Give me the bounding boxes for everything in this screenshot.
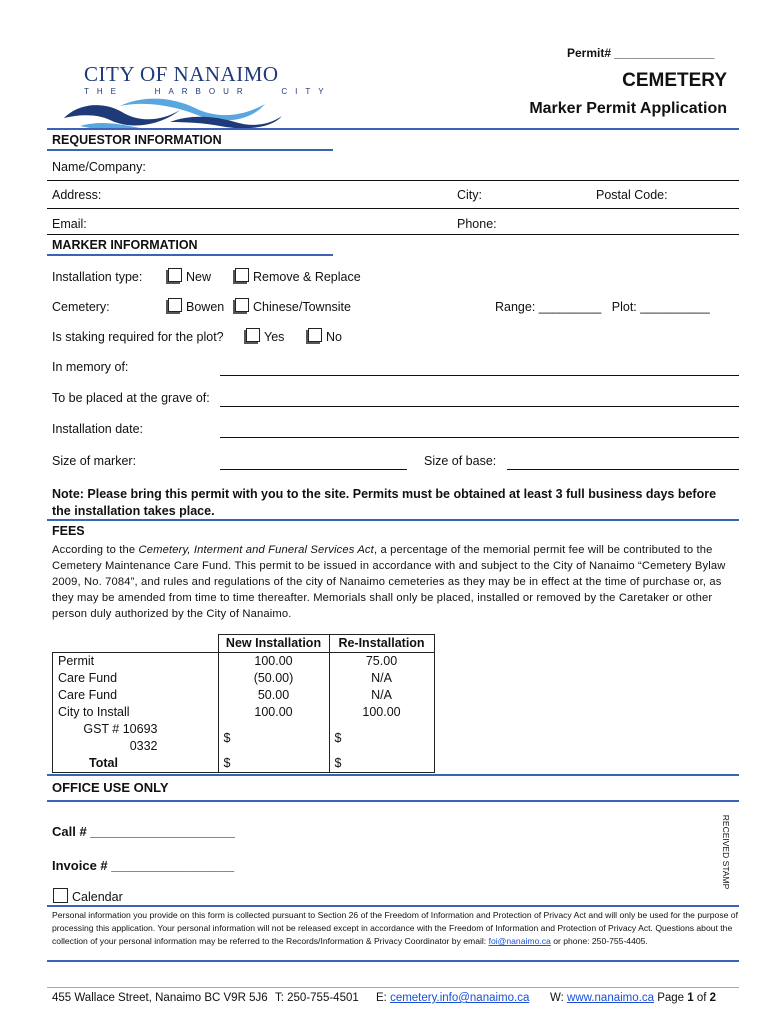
invoice-number-label: Invoice # _________________ <box>52 858 235 873</box>
office-rule <box>47 774 739 776</box>
calendar-label: Calendar <box>72 890 123 904</box>
grave-of-field[interactable] <box>220 406 739 407</box>
chinese-townsite-checkbox[interactable] <box>235 298 249 312</box>
name-company-field[interactable] <box>47 180 739 181</box>
table-row: GST # 10693 0332 $ $ <box>53 721 435 755</box>
name-company-label: Name/Company: <box>52 160 146 174</box>
staking-yes-checkbox[interactable] <box>246 328 260 342</box>
staking-question-label: Is staking required for the plot? <box>52 330 224 344</box>
in-memory-of-label: In memory of: <box>52 360 129 374</box>
footer-address: 455 Wallace Street, Nanaimo BC V9R 5J6 <box>52 992 268 1004</box>
logo-city-name: CITY OF NANAIMO <box>84 62 279 86</box>
cemetery-label: Cemetery: <box>52 300 110 314</box>
table-row: City to Install 100.00 100.00 <box>53 704 435 721</box>
foi-email-link[interactable]: foi@nanaimo.ca <box>488 936 551 946</box>
fees-rule <box>47 519 739 521</box>
installation-date-field[interactable] <box>220 437 739 438</box>
fees-paragraph: According to the Cemetery, Interment and Funeral Services Act, a percentage of the memorial permit fee will be contributed to the Cemetery Maintenance Care Fund. This permit to be issued in accordance with and subject to the City of Nanaimo “Cemetery Bylaw 2009, No. 7084”, and rules and regulations of the city of Nanaimo cemeteries as they may be in effect at the time of purchase or, as they may be amended from time to time thereafter. Memorials shall only be placed, installed or removed by the Caretaker or other person duly authorized by the City of Nanaimo. <box>52 544 726 620</box>
marker-title-underline <box>47 254 333 256</box>
table-row: Total $ $ <box>53 755 435 773</box>
fees-table <box>52 634 435 773</box>
cemetery-email-link[interactable]: cemetery.info@nanaimo.ca <box>390 992 530 1004</box>
address-label: Address: <box>52 188 102 202</box>
footer-web: W: www.nanaimo.ca Page 1 of 2 <box>550 992 717 1004</box>
page-subtitle: Marker Permit Application <box>529 100 727 117</box>
requestor-title-underline <box>47 149 333 151</box>
office-section-title: OFFICE USE ONLY <box>52 780 169 795</box>
table-row: Care Fund 50.00 N/A <box>53 687 435 704</box>
calendar-checkbox[interactable] <box>53 888 68 903</box>
city-label: City: <box>457 188 482 202</box>
new-option-label: New <box>186 270 212 284</box>
privacy-notice: Personal information you provide on this form is collected pursuant to Section 26 of the Freedom of Information and Protection of Privacy Act and will only be used for the purpose of processing this application. Your personal information will not be released except in accordance with the Freedom of Information and Protection of Privacy Act. Questions about the collection of your personal information may be referred to the Records/Information & Privacy Coordinator by email: foi@nanaimo.ca or phone: 250-755-4405. <box>52 910 738 946</box>
city-logo <box>60 60 332 130</box>
page-title: CEMETERY <box>622 70 727 91</box>
postal-code-label: Postal Code: <box>596 188 668 202</box>
size-of-base-label: Size of base: <box>424 454 497 468</box>
new-checkbox[interactable] <box>168 268 182 282</box>
grave-of-label: To be placed at the grave of: <box>52 391 210 405</box>
range-plot-label: Range: _________ Plot: __________ <box>495 300 710 314</box>
logo-tagline: THE HARBOUR CITY <box>84 87 332 96</box>
in-memory-of-field[interactable] <box>220 375 739 376</box>
bowen-checkbox[interactable] <box>168 298 182 312</box>
privacy-bottom-rule <box>47 960 739 962</box>
marker-section-title: MARKER INFORMATION <box>52 238 198 252</box>
chinese-townsite-option-label: Chinese/Townsite <box>253 300 351 314</box>
email-label: Email: <box>52 217 87 231</box>
footer-phone: T: 250-755-4501 <box>275 992 359 1004</box>
email-field[interactable] <box>47 234 739 235</box>
website-link[interactable]: www.nanaimo.ca <box>567 992 654 1004</box>
bowen-option-label: Bowen <box>186 300 225 314</box>
phone-label: Phone: <box>457 217 497 231</box>
staking-yes-label: Yes <box>264 330 285 344</box>
fees-section-title: FEES <box>52 524 85 538</box>
site-note: Note: Please bring this permit with you to the site. Permits must be obtained at least 3 full business days before the installation takes place. <box>52 487 717 518</box>
header-rule <box>47 128 739 130</box>
address-field[interactable] <box>47 208 739 209</box>
staking-no-label: No <box>326 330 342 344</box>
table-row: Permit 100.00 75.00 <box>53 653 435 671</box>
requestor-section-title: REQUESTOR INFORMATION <box>52 133 222 147</box>
act-name: Cemetery, Interment and Funeral Services Act <box>138 544 374 556</box>
privacy-rule <box>47 905 739 907</box>
size-of-marker-field[interactable] <box>220 469 407 470</box>
col-re-installation: Re-Installation <box>329 635 434 653</box>
permit-number-label: Permit# _______________ <box>567 46 715 60</box>
installation-type-label: Installation type: <box>52 270 143 284</box>
size-of-base-field[interactable] <box>507 469 739 470</box>
office-title-underline <box>47 800 739 802</box>
received-stamp-label: RECEIVED STAMP <box>721 814 731 890</box>
installation-date-label: Installation date: <box>52 422 144 436</box>
logo-waves-icon <box>60 96 285 130</box>
remove-replace-checkbox[interactable] <box>235 268 249 282</box>
col-new-installation: New Installation <box>218 635 329 653</box>
footer-rule <box>47 987 739 988</box>
footer-email: E: cemetery.info@nanaimo.ca <box>376 992 530 1004</box>
call-number-label: Call # ____________________ <box>52 824 235 839</box>
staking-no-checkbox[interactable] <box>308 328 322 342</box>
remove-replace-option-label: Remove & Replace <box>253 270 361 284</box>
size-of-marker-label: Size of marker: <box>52 454 137 468</box>
table-row: Care Fund (50.00) N/A <box>53 670 435 687</box>
